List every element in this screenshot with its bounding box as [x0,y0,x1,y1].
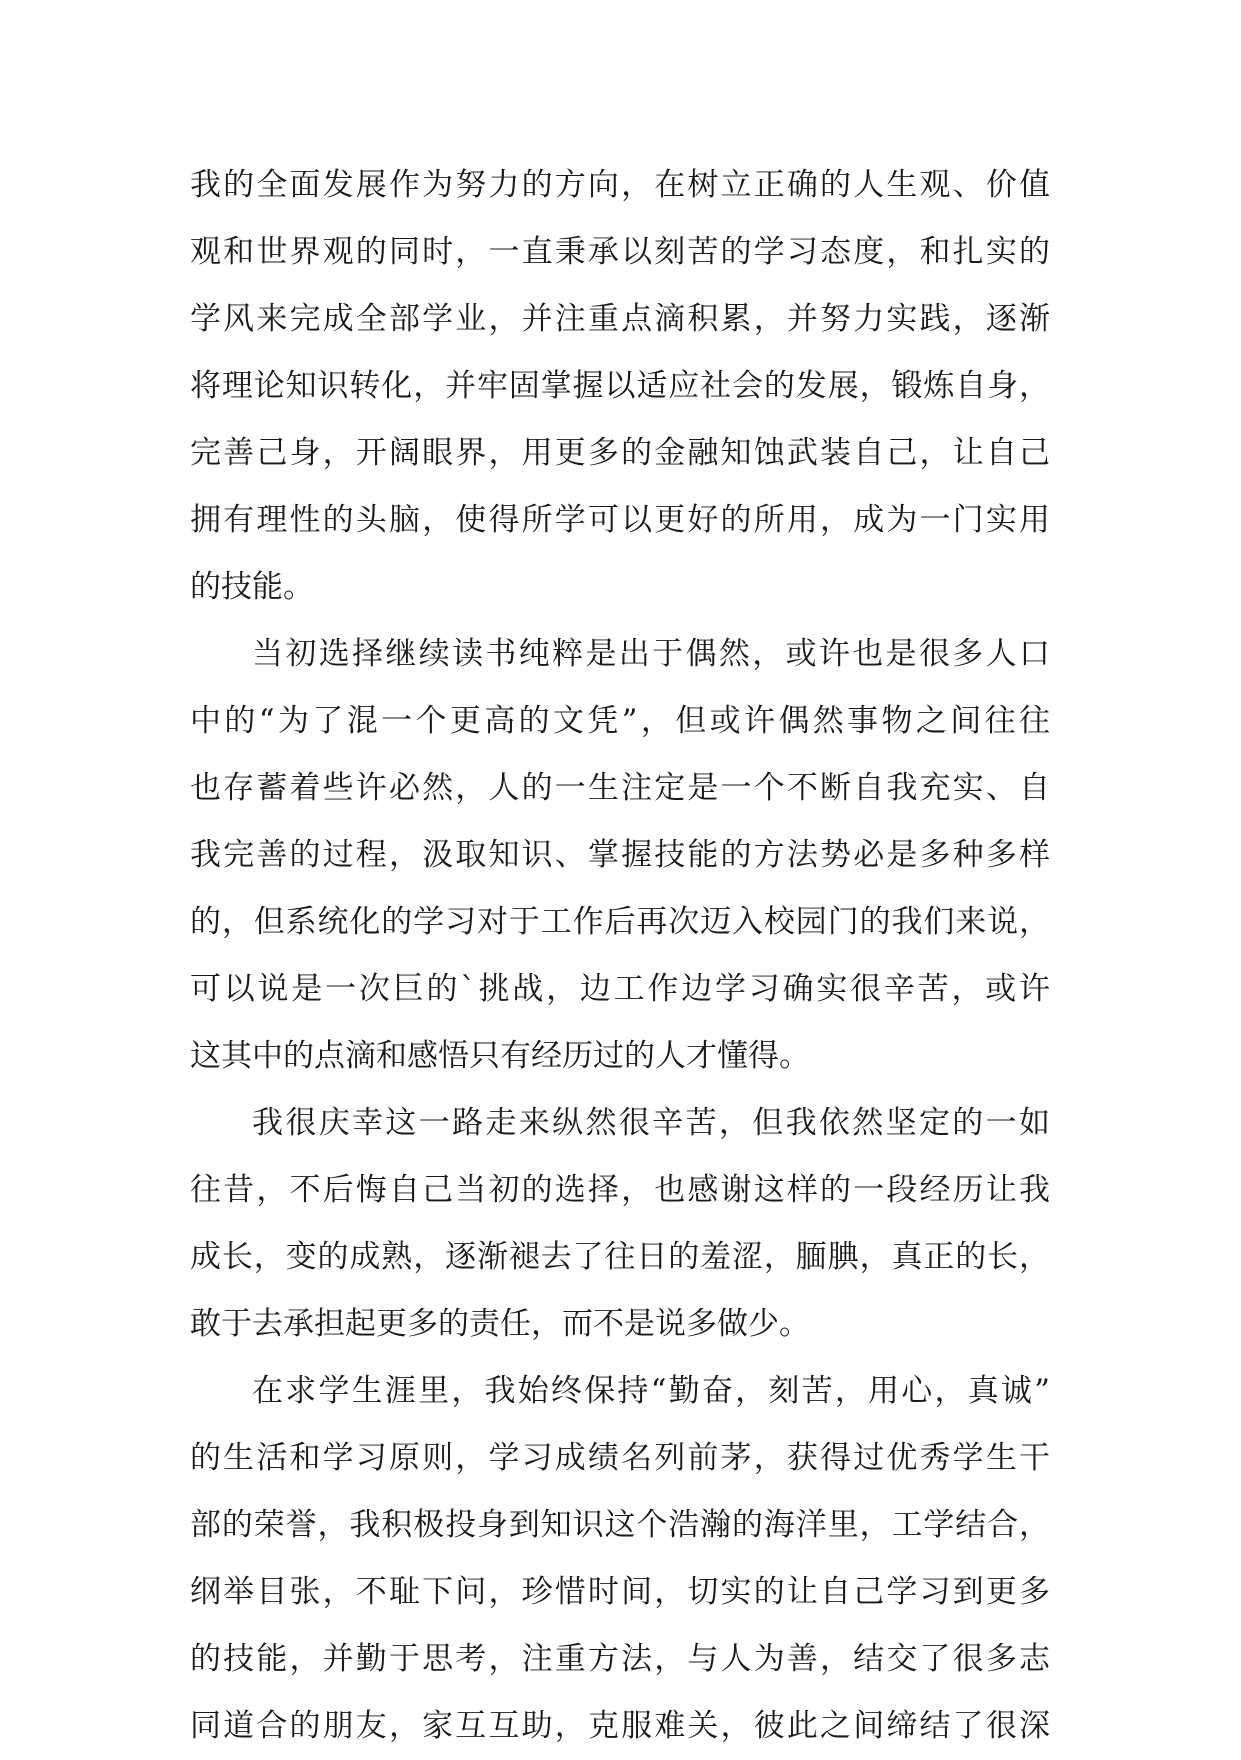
document-body [190,152,1050,1760]
text-line: 学风来完成全部学业，并注重点滴积累，并努力实践，逐渐 [190,301,1050,337]
paragraph-start-line: 我很庆幸这一路走来纵然很辛苦，但我依然坚定的一如 [252,1105,1050,1141]
text-line: 观和世界观的同时，一直秉承以刻苦的学习态度，和扎实的 [190,234,1050,270]
text-line: 纲举目张，不耻下问，珍惜时间，切实的让自己学习到更多 [190,1574,1050,1610]
paragraph-start-line: 当初选择继续读书纯粹是出于偶然，或许也是很多人口 [252,636,1050,672]
text-line: 将理论知识转化，并牢固掌握以适应社会的发展，锻炼自身， [190,368,1050,404]
paragraph-start-line: 在求学生涯里，我始终保持“勤奋，刻苦，用心，真诚” [252,1373,1050,1409]
text-line: 敢于去承担起更多的责任，而不是说多做少。 [190,1306,810,1342]
text-line: 的生活和学习原则，学习成绩名列前茅，获得过优秀学生干 [190,1440,1050,1476]
text-line: 的技能，并勤于思考，注重方法，与人为善，结交了很多志 [190,1641,1050,1677]
text-line: 往昔，不后悔自己当初的选择，也感谢这样的一段经历让我 [190,1172,1050,1208]
text-line: 成长，变的成熟，逐渐褪去了往日的羞涩，腼腆，真正的长， [190,1239,1050,1275]
text-line: 也存蓄着些许必然，人的一生注定是一个不断自我充实、自 [190,770,1050,806]
text-line: 的技能。 [190,569,314,605]
text-line: 我的全面发展作为努力的方向，在树立正确的人生观、价值 [190,167,1050,203]
text-line: 的，但系统化的学习对于工作后再次迈入校园门的我们来说， [190,904,1050,940]
text-line: 同道合的朋友，家互互助，克服难关，彼此之间缔结了很深 [190,1708,1050,1744]
text-line: 这其中的点滴和感悟只有经历过的人才懂得。 [190,1038,810,1074]
text-line: 中的“为了混一个更高的文凭”，但或许偶然事物之间往往 [190,703,1050,739]
text-line: 拥有理性的头脑，使得所学可以更好的所用，成为一门实用 [190,502,1050,538]
text-line: 可以说是一次巨的`挑战，边工作边学习确实很辛苦，或许 [190,971,1050,1007]
text-line: 我完善的过程，汲取知识、掌握技能的方法势必是多种多样 [190,837,1050,873]
text-line: 部的荣誉，我积极投身到知识这个浩瀚的海洋里，工学结合， [190,1507,1050,1543]
text-line: 完善己身，开阔眼界，用更多的金融知蚀武装自己，让自己 [190,435,1050,471]
